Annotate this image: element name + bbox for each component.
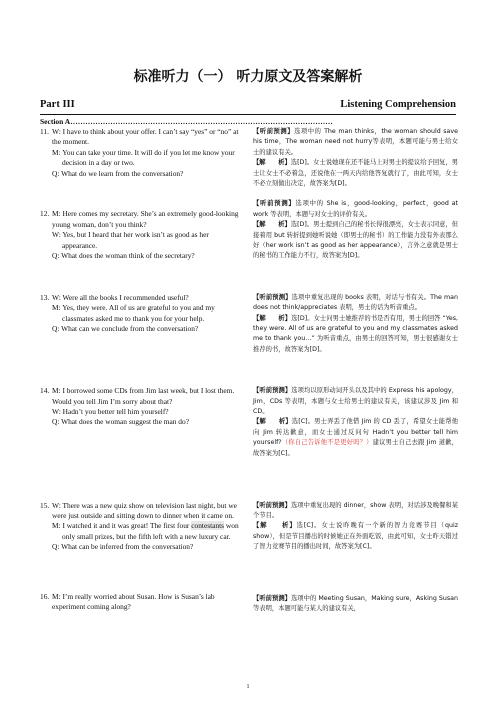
dialogue-line: M: You can take your time. It will do if you let me know your decision in a day or two. bbox=[52, 147, 235, 168]
prediction-text: 选项中的 The man thinks，the woman should save his time，The woman need not hurry等表明，本题可能与男士给女士的建议有关。 bbox=[253, 128, 458, 156]
part-section-name: Listening Comprehension bbox=[340, 99, 456, 110]
part-label: Part III bbox=[40, 99, 75, 110]
section-heading: Section A…………………………………………………………………………………………… bbox=[40, 117, 333, 126]
answer-11 bbox=[253, 127, 458, 189]
question-12 bbox=[40, 209, 244, 282]
analysis-text-end: 建议男士自己去跟 Jim 道歉，故答案为[C]。 bbox=[253, 439, 458, 457]
question-16 bbox=[40, 592, 244, 613]
dialogue-line: W: I have to think about your offer. I can’t say “yes” or “no” at the moment. bbox=[52, 127, 239, 147]
question-prompt: Q: What does the woman suggest the man do? bbox=[52, 417, 189, 427]
prediction-text: 选项中重复出现的 dinner，show 表明，对话涉及晚餐和某个节目。 bbox=[253, 501, 459, 519]
dialogue-line: M: I’m really worried about Susan. How is Susan’s lab experiment coming along? bbox=[52, 591, 215, 612]
prediction-tag: 【听前预测】 bbox=[253, 594, 291, 602]
transcript-column bbox=[40, 127, 244, 623]
prediction-tag: 【听前预测】 bbox=[253, 501, 291, 509]
analysis-tag: 【解 析】 bbox=[253, 522, 297, 530]
analysis-column bbox=[253, 127, 458, 625]
dialogue-line: W: Were all the books I recommended useful? bbox=[52, 292, 189, 302]
question-number: 12. bbox=[40, 209, 50, 219]
prediction-text: 选项中的 She is，good-looking，perfect，good at work 等表明，本题与对女士的评价有关。 bbox=[253, 200, 459, 218]
answer-13 bbox=[253, 293, 458, 376]
answer-15 bbox=[253, 501, 458, 584]
question-number: 11. bbox=[40, 127, 49, 136]
analysis-tag: 【解 析】 bbox=[253, 221, 291, 229]
question-15 bbox=[40, 501, 244, 582]
question-prompt: Q: What can we conclude from the conversation? bbox=[52, 324, 199, 333]
question-number: 15. bbox=[40, 500, 50, 510]
answer-12 bbox=[253, 199, 458, 282]
analysis-text: 选[D]。女士说她现在还不能马上对男士的提议给予回复，男士让女士不必着急，还说他在一两天内给他答复就行了，由此可知，女士不必立刻做出决定，故答案为[D]。 bbox=[253, 159, 459, 188]
question-number: 16. bbox=[40, 591, 50, 601]
analysis-text: 选[D]。男士提到自己的秘书长得很漂亮，女士表示同意，但接着用 but 转折提到她听说她（即男士的秘书）的工作能力没有外表那么好（her work isn’t as good as her appearance），言外之意就是男士的秘书的工作能力不行，故答案为[D]。 bbox=[253, 221, 459, 260]
question-prompt: Q: What do we learn from the conversation? bbox=[52, 168, 184, 178]
analysis-tag: 【解 析】 bbox=[253, 418, 292, 426]
dialogue-line: W: There was a new quiz show on television last night, but we were just outside and sitting down to dinner when it came on. bbox=[52, 500, 237, 520]
question-13 bbox=[40, 293, 244, 376]
prediction-tag: 【听前预测】 bbox=[253, 293, 292, 301]
prediction-text: 选项中的 Meeting Susan，Making sure，Asking Susan 等表明，本题可能与某人的建议有关， bbox=[253, 594, 458, 613]
analysis-text: 选[C]。女士说昨晚有一个新的智力竞赛节目（quiz show），但是节目播出的时候她正在外面吃饭，由此可知，女士昨天错过了智力竞赛节目的播出时间，故答案为[C]。 bbox=[253, 522, 459, 551]
translation-note: （你自己告诉他不是更好吗？） bbox=[281, 439, 373, 447]
prediction-text: 选项均以原形动词开头以及其中的 Express his apology，Jim，CDs 等表明，本题与女士给男士的建议有关，该建议涉及 Jim 和 CD。 bbox=[253, 387, 458, 415]
dialogue-line: M: I borrowed some CDs from Jim last week, but I lost them. Would you tell Jim I’m sorry about that? bbox=[52, 386, 235, 406]
prediction-tag: 【听前预测】 bbox=[253, 387, 292, 395]
prediction-tag: 【听前预测】 bbox=[253, 200, 296, 208]
dialogue-line: M: Yes, they were. All of us are grateful to you and my classmates asked me to thank you for your help. bbox=[52, 303, 215, 323]
question-prompt: Q: What can be inferred from the conversation? bbox=[52, 542, 194, 552]
dialogue-line: M: Here comes my secretary. She’s an extremely good-looking young woman, don’t you think? bbox=[52, 209, 239, 229]
answer-16 bbox=[253, 594, 458, 615]
document-title: 标准听力（一） 听力原文及答案解析 bbox=[133, 69, 363, 85]
dialogue-line: W: Hadn’t you better tell him yourself? bbox=[52, 406, 169, 416]
analysis-tag: 【解 析】 bbox=[253, 314, 292, 322]
prediction-text: 选项中重复出现的 books 表明，对话与书有关。The man does not think/appreciates 表明，男士的话为听音重点。 bbox=[253, 293, 458, 312]
dialogue-line: W: Yes, but I heard that her work isn’t as good as her appearance. bbox=[52, 230, 209, 250]
answer-14 bbox=[253, 386, 458, 490]
question-14 bbox=[40, 386, 244, 490]
analysis-text: 选[C]。男士弄丢了他借 Jim 的 CD 丢了，希望女士能帮他向 Jim 转达歉意，而女士通过反问句 Hadn’t you better tell him yourself? bbox=[253, 418, 458, 447]
analysis-text: 选[D]。女士问男士她推荐的书是否有用，男士的回答 “Yes, they were. All of us are grateful to you and my classmates asked me to thank you…” 为听音重点，由男士的回答可知，男士很感谢女士推荐的书，故答案为[D]。 bbox=[253, 314, 458, 353]
question-number: 14. bbox=[40, 386, 50, 396]
part-header bbox=[40, 98, 456, 115]
question-number: 13. bbox=[40, 292, 50, 302]
prediction-tag: 【听前预测】 bbox=[253, 128, 295, 135]
question-prompt: Q: What does the woman think of the secretary? bbox=[52, 251, 195, 261]
page-number: 1 bbox=[246, 684, 250, 690]
highlighted-word: contestants bbox=[191, 521, 225, 531]
dialogue-line: M: I watched it and it was great! The first four contestants won only small prizes, but the fifth left with a new luxury car. bbox=[52, 521, 239, 541]
question-11 bbox=[40, 127, 244, 199]
analysis-tag: 【解 析】 bbox=[253, 159, 291, 167]
